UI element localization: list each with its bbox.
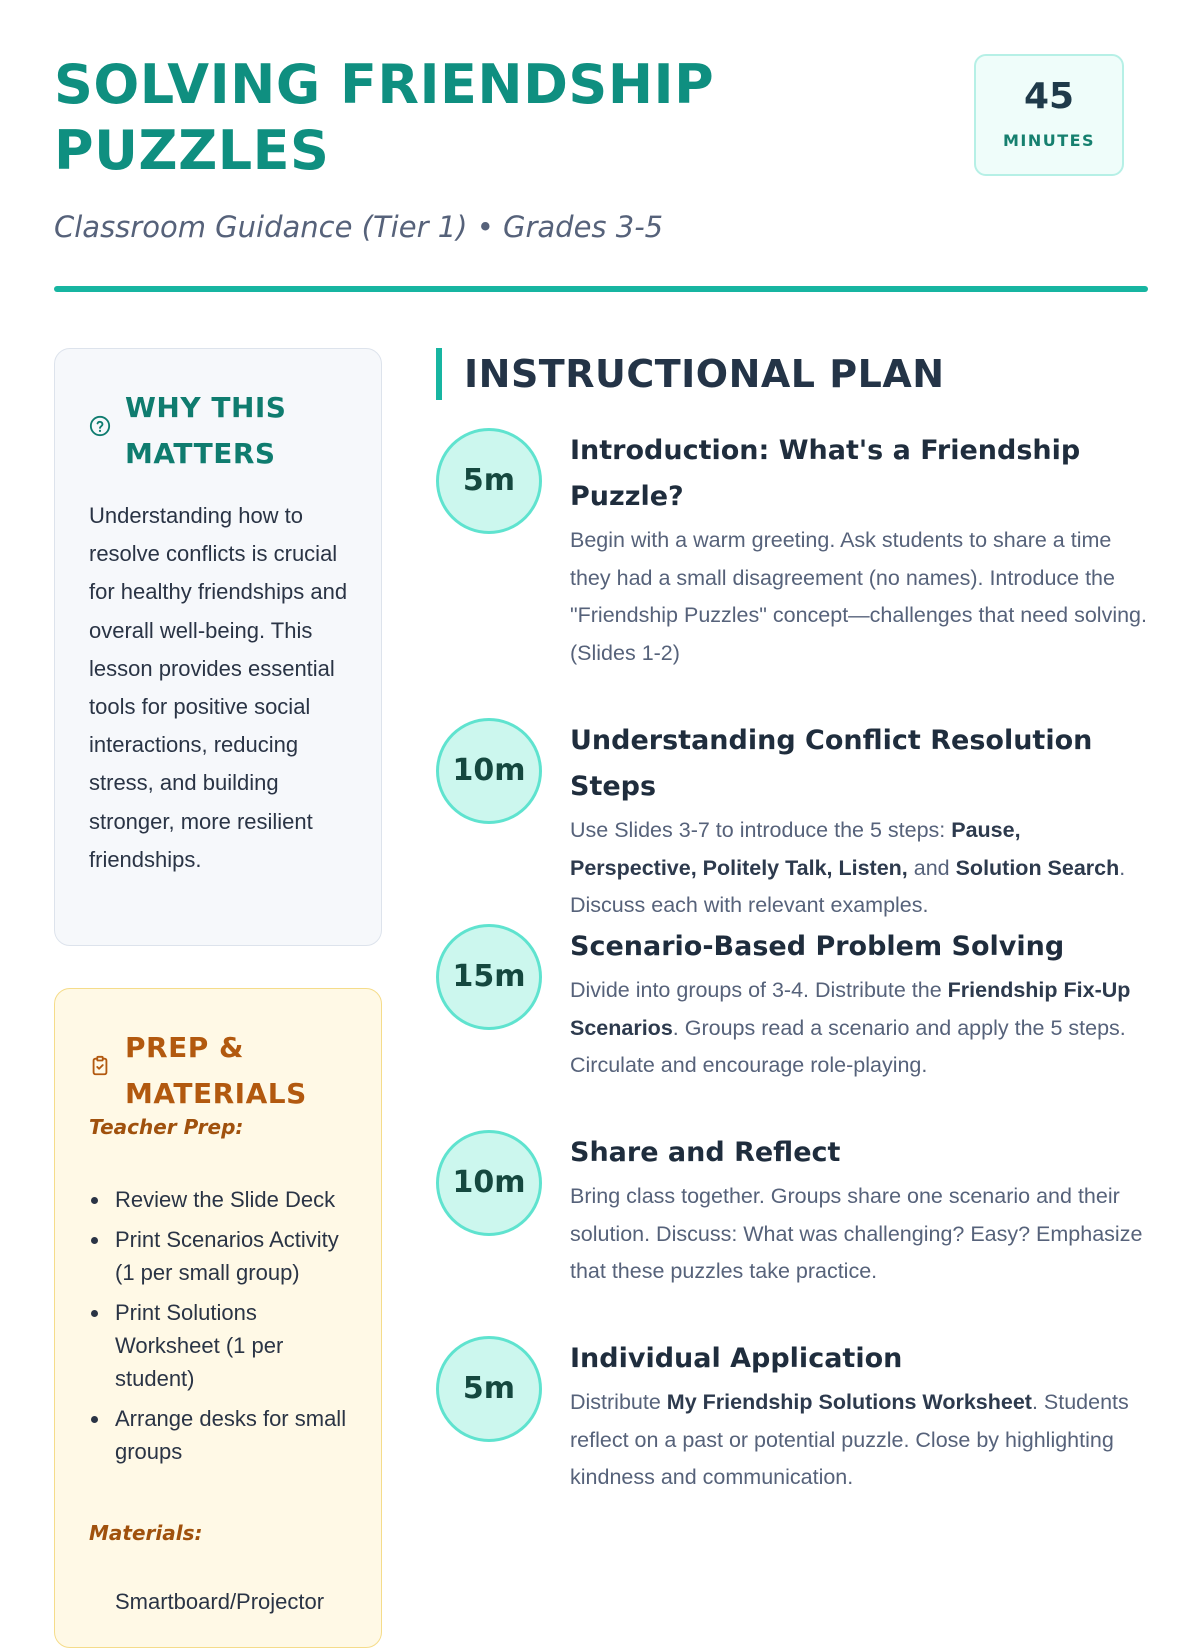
step-time-badge: 10m bbox=[436, 718, 542, 824]
step-description-emphasis: Pause, Perspective, Politely Talk, Listen, bbox=[570, 818, 1021, 880]
step-description-text: Use Slides 3-7 to introduce the 5 steps: bbox=[570, 818, 952, 842]
step-title: Scenario-Based Problem Solving bbox=[570, 931, 1065, 962]
step-description-text: . Groups read a scenario and apply the 5 steps. Circulate and encourage role-playing. bbox=[570, 1015, 1126, 1077]
step-title: Individual Application bbox=[570, 1343, 903, 1374]
prep-card-header bbox=[89, 1025, 325, 1117]
step-description-text: Distribute bbox=[570, 1390, 667, 1414]
prep-list-item: Arrange desks for small groups bbox=[89, 1402, 349, 1468]
step-time-badge: 5m bbox=[436, 428, 542, 534]
teacher-prep-list bbox=[89, 1183, 349, 1475]
step-description-text: . Students reflect on a past or potential puzzle. Close by highlighting kindness and communication. bbox=[570, 1390, 1129, 1489]
why-card-text: Understanding how to resolve conflicts is crucial for healthy friendships and overall well-being. This lesson provides essential tools for positive social interactions, reducing stress, and building stronger, more resilient friendships. bbox=[89, 503, 348, 872]
header-divider bbox=[54, 286, 1148, 292]
step-description-emphasis: My Friendship Solutions Worksheet bbox=[666, 1390, 1032, 1414]
instructional-plan-heading bbox=[436, 348, 945, 400]
prep-materials-card bbox=[54, 988, 382, 1648]
clipboard-icon bbox=[89, 1055, 111, 1077]
step-title: Understanding Conflict Resolution Steps bbox=[570, 725, 1093, 802]
step-time-badge: 5m bbox=[436, 1336, 542, 1442]
step-description bbox=[570, 812, 1150, 925]
duration-value: 45 bbox=[1023, 76, 1075, 117]
step-body bbox=[570, 428, 1150, 672]
prep-list-item: Review the Slide Deck bbox=[89, 1183, 349, 1216]
step-body bbox=[570, 718, 1150, 925]
step-description-text: Bring class together. Groups share one scenario and their solution. Discuss: What was challenging? Easy? Emphasize that these puzzles take practice. bbox=[570, 1184, 1143, 1283]
materials-label: Materials: bbox=[89, 1521, 203, 1545]
step-description bbox=[570, 972, 1150, 1085]
step-description bbox=[570, 522, 1150, 672]
step-description-emphasis: Friendship Fix-Up Scenarios bbox=[570, 978, 1131, 1040]
step-description-text: and bbox=[907, 855, 956, 880]
step-description-text: Divide into groups of 3-4. Distribute the bbox=[570, 978, 948, 1002]
step-description-emphasis: Solution Search bbox=[955, 855, 1120, 880]
duration-unit: MINUTES bbox=[1002, 131, 1096, 150]
step-description bbox=[570, 1178, 1150, 1291]
why-card-header bbox=[89, 385, 315, 477]
step-description bbox=[570, 1384, 1150, 1497]
step-description-text: . Discuss each with relevant examples. bbox=[570, 855, 1126, 917]
plan-heading-text: INSTRUCTIONAL PLAN bbox=[464, 352, 945, 396]
prep-list-item: Print Solutions Worksheet (1 per student) bbox=[89, 1296, 349, 1395]
question-circle-icon bbox=[89, 415, 111, 437]
why-card-title: WHY THIS MATTERS bbox=[125, 391, 287, 470]
step-title: Share and Reflect bbox=[570, 1137, 841, 1168]
lesson-header bbox=[54, 52, 1148, 244]
step-title: Introduction: What's a Friendship Puzzle? bbox=[570, 435, 1081, 512]
step-body bbox=[570, 1336, 1150, 1497]
prep-list-item: Print Scenarios Activity (1 per small group) bbox=[89, 1223, 349, 1289]
step-time-badge: 15m bbox=[436, 924, 542, 1030]
why-this-matters-card bbox=[54, 348, 382, 946]
step-body bbox=[570, 1130, 1150, 1291]
duration-badge bbox=[974, 54, 1124, 176]
step-time-badge: 10m bbox=[436, 1130, 542, 1236]
prep-card-title: PREP & MATERIALS bbox=[125, 1031, 307, 1110]
step-description-text: Begin with a warm greeting. Ask students to share a time they had a small disagreement (no names). Introduce the "Friendship Puzzles" concept—challenges that need solving. (Slides 1-2) bbox=[570, 528, 1147, 665]
materials-first-item: Smartboard/Projector bbox=[115, 1589, 325, 1614]
step-body bbox=[570, 924, 1150, 1085]
teacher-prep-label: Teacher Prep: bbox=[89, 1115, 244, 1139]
page-title: SOLVING FRIENDSHIP PUZZLES bbox=[54, 53, 715, 182]
page-subtitle: Classroom Guidance (Tier 1) • Grades 3-5 bbox=[54, 210, 664, 244]
